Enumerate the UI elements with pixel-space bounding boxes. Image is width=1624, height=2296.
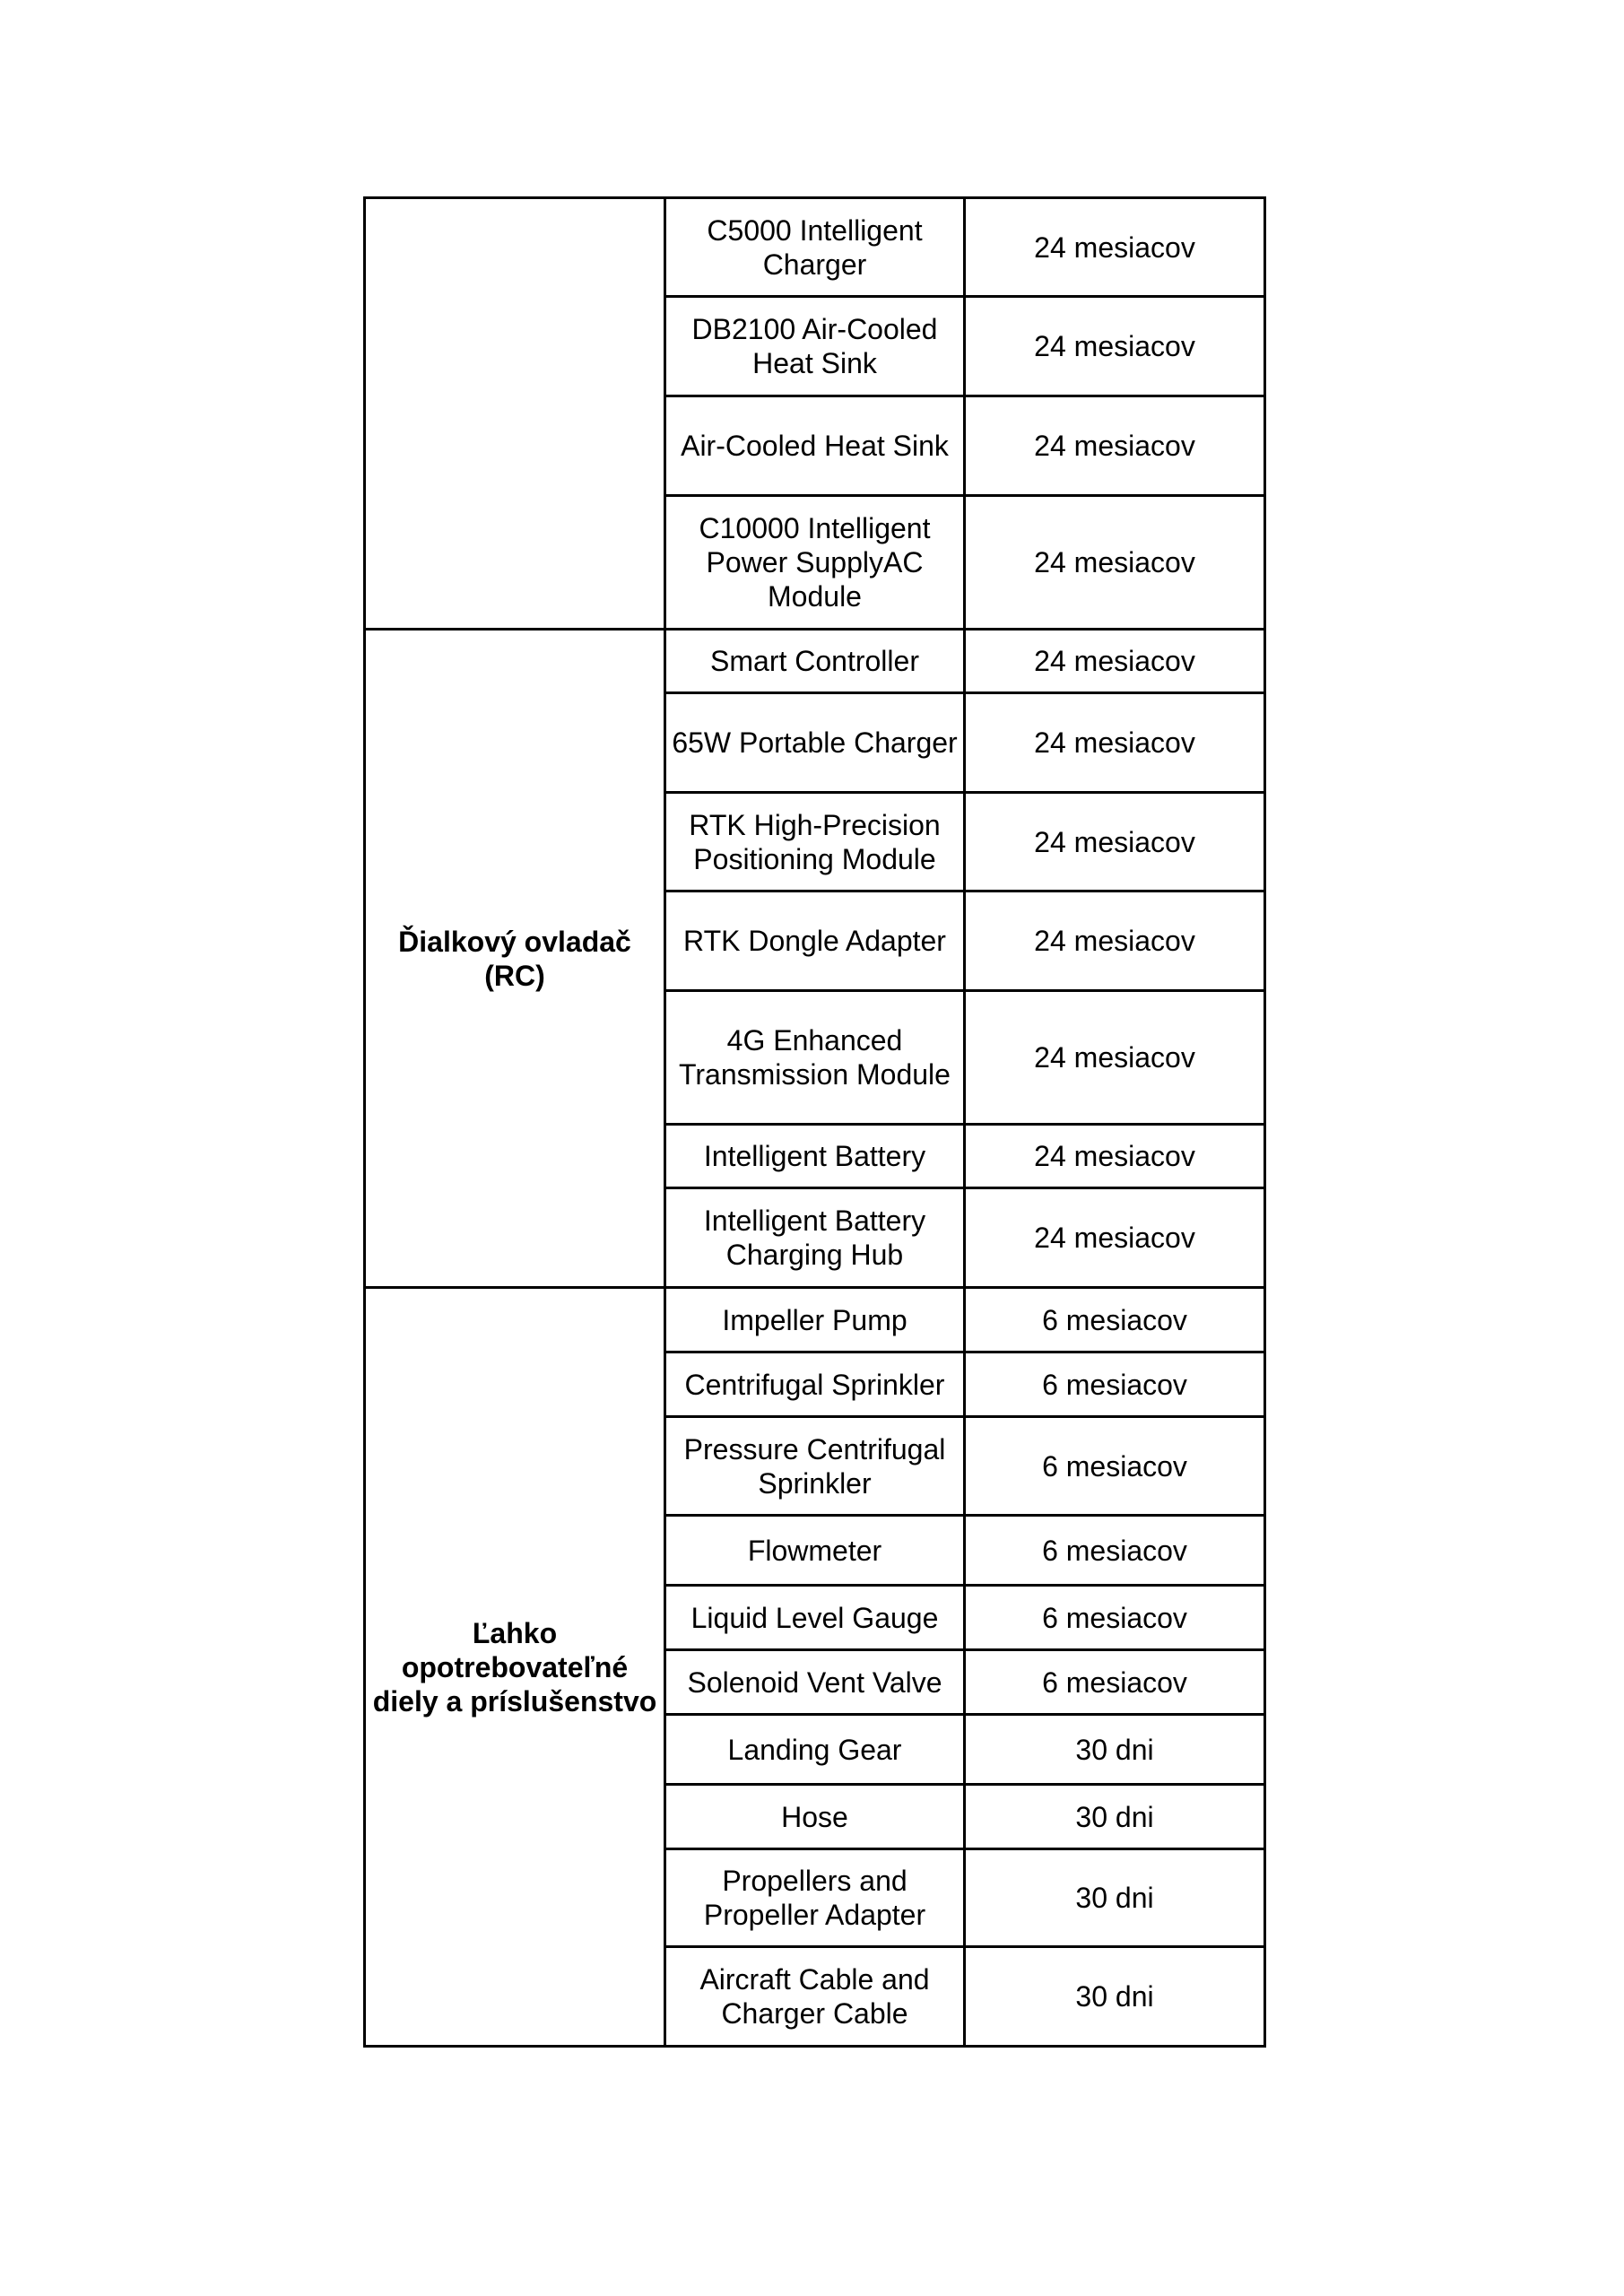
item-name-cell: RTK High-Precision Positioning Module <box>665 793 965 891</box>
group-label-cell <box>365 198 665 630</box>
item-name-cell: Solenoid Vent Valve <box>665 1650 965 1715</box>
warranty-period-cell: 24 mesiacov <box>965 1188 1265 1288</box>
warranty-period-cell: 30 dni <box>965 1715 1265 1785</box>
item-name-cell: Air-Cooled Heat Sink <box>665 396 965 496</box>
item-name-cell: 4G Enhanced Transmission Module <box>665 991 965 1125</box>
warranty-table <box>363 196 1266 2048</box>
warranty-period-cell: 24 mesiacov <box>965 693 1265 793</box>
warranty-period-cell: 6 mesiacov <box>965 1650 1265 1715</box>
warranty-period-cell: 24 mesiacov <box>965 891 1265 991</box>
item-name-cell: Pressure Centrifugal Sprinkler <box>665 1417 965 1516</box>
warranty-period-cell: 24 mesiacov <box>965 198 1265 297</box>
warranty-table-body <box>365 198 1265 2047</box>
group-label-cell: Ľahko opotrebovateľné diely a príslušenstvo <box>365 1288 665 2047</box>
item-name-cell: 65W Portable Charger <box>665 693 965 793</box>
item-name-cell: Hose <box>665 1785 965 1849</box>
item-name-cell: DB2100 Air-Cooled Heat Sink <box>665 297 965 396</box>
warranty-period-cell: 24 mesiacov <box>965 630 1265 693</box>
item-name-cell: Intelligent Battery Charging Hub <box>665 1188 965 1288</box>
warranty-period-cell: 6 mesiacov <box>965 1516 1265 1586</box>
warranty-period-cell: 24 mesiacov <box>965 396 1265 496</box>
warranty-period-cell: 6 mesiacov <box>965 1417 1265 1516</box>
item-name-cell: Impeller Pump <box>665 1288 965 1352</box>
warranty-period-cell: 24 mesiacov <box>965 496 1265 630</box>
warranty-period-cell: 30 dni <box>965 1947 1265 2047</box>
item-name-cell: Aircraft Cable and Charger Cable <box>665 1947 965 2047</box>
warranty-period-cell: 6 mesiacov <box>965 1288 1265 1352</box>
item-name-cell: Liquid Level Gauge <box>665 1586 965 1650</box>
item-name-cell: Propellers and Propeller Adapter <box>665 1849 965 1947</box>
item-name-cell: C5000 Intelligent Charger <box>665 198 965 297</box>
table-row <box>365 1288 1265 1352</box>
warranty-period-cell: 30 dni <box>965 1849 1265 1947</box>
group-label-cell: Ďialkový ovladač (RC) <box>365 630 665 1288</box>
item-name-cell: Centrifugal Sprinkler <box>665 1352 965 1417</box>
item-name-cell: Flowmeter <box>665 1516 965 1586</box>
warranty-period-cell: 24 mesiacov <box>965 991 1265 1125</box>
warranty-period-cell: 24 mesiacov <box>965 1125 1265 1188</box>
table-row <box>365 630 1265 693</box>
item-name-cell: Smart Controller <box>665 630 965 693</box>
table-row <box>365 198 1265 297</box>
item-name-cell: Landing Gear <box>665 1715 965 1785</box>
item-name-cell: C10000 Intelligent Power SupplyAC Module <box>665 496 965 630</box>
warranty-period-cell: 6 mesiacov <box>965 1352 1265 1417</box>
warranty-period-cell: 24 mesiacov <box>965 297 1265 396</box>
item-name-cell: RTK Dongle Adapter <box>665 891 965 991</box>
warranty-period-cell: 24 mesiacov <box>965 793 1265 891</box>
warranty-period-cell: 6 mesiacov <box>965 1586 1265 1650</box>
item-name-cell: Intelligent Battery <box>665 1125 965 1188</box>
warranty-period-cell: 30 dni <box>965 1785 1265 1849</box>
